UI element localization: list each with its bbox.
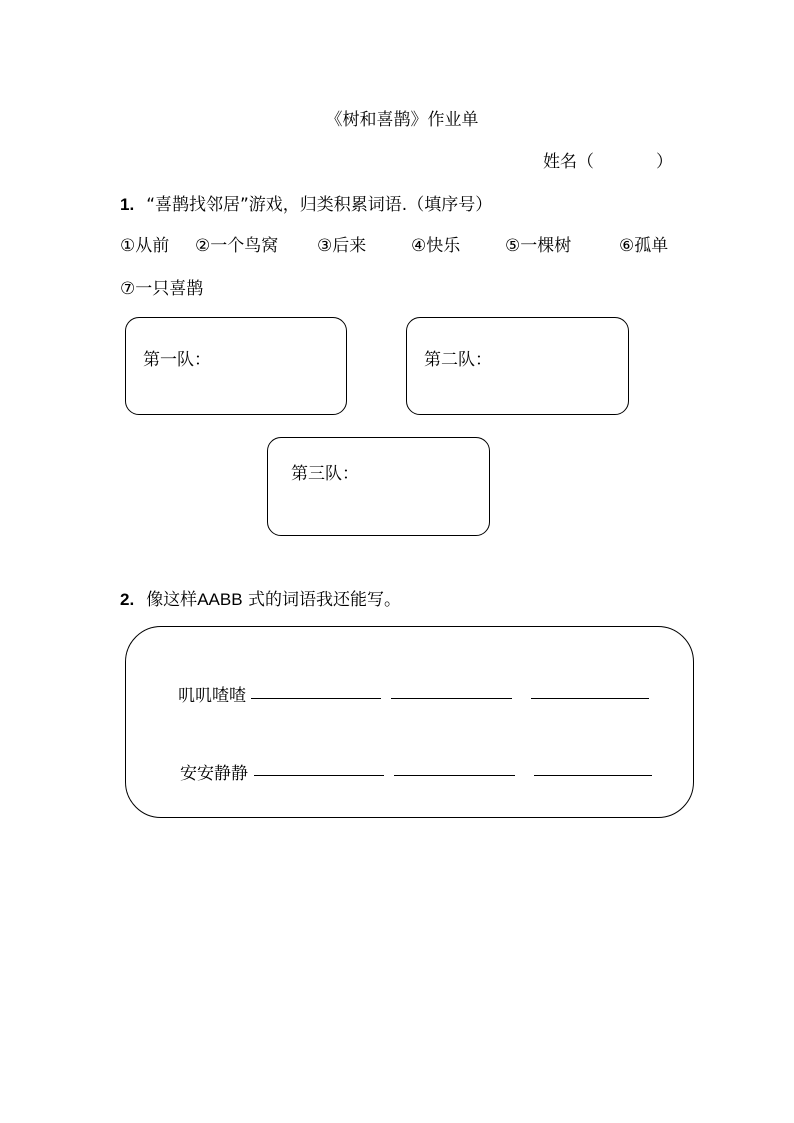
aabb-answer-box [125, 626, 694, 818]
question-2-text-after: 式的词语我还能写。 [247, 590, 401, 610]
option-3: ③后来 [317, 236, 367, 256]
answer-blank-2-1[interactable] [254, 775, 384, 776]
option-2: ②一个鸟窝 [195, 236, 279, 256]
answer-blank-2-3[interactable] [534, 775, 652, 776]
option-4: ④快乐 [411, 236, 461, 256]
team-1-box[interactable] [125, 317, 347, 415]
question-1-text: “喜鹊找邻居”游戏，归类积累词语.（填序号） [146, 195, 493, 215]
name-close-paren: ） [656, 152, 673, 172]
option-7: ⑦一只喜鹊 [120, 279, 204, 299]
question-1 [120, 190, 492, 215]
name-label: 姓名（ [543, 152, 594, 172]
answer-blank-1-3[interactable] [531, 698, 649, 699]
option-6: ⑥孤单 [619, 236, 669, 256]
option-1: ①从前 [120, 236, 170, 256]
question-2-aabb: AABB [197, 590, 243, 609]
team-1-label: 第一队： [143, 350, 211, 370]
option-5: ⑤一棵树 [505, 236, 572, 256]
question-2 [120, 585, 401, 610]
question-2-text-before: 像这样 [146, 590, 198, 610]
team-2-label: 第二队： [424, 350, 492, 370]
worksheet-title: 《树和喜鹊》作业单 [325, 110, 479, 130]
team-2-box[interactable] [406, 317, 629, 415]
team-3-label: 第三队： [291, 464, 359, 484]
question-1-number: 1. [120, 195, 135, 214]
example-word-2: 安安静静 [180, 764, 248, 784]
answer-blank-1-2[interactable] [391, 698, 512, 699]
example-word-1: 叽叽喳喳 [178, 686, 246, 706]
answer-blank-1-1[interactable] [251, 698, 381, 699]
answer-blank-2-2[interactable] [394, 775, 515, 776]
name-field [543, 147, 673, 172]
team-3-box[interactable] [267, 437, 490, 536]
question-2-number: 2. [120, 590, 135, 609]
